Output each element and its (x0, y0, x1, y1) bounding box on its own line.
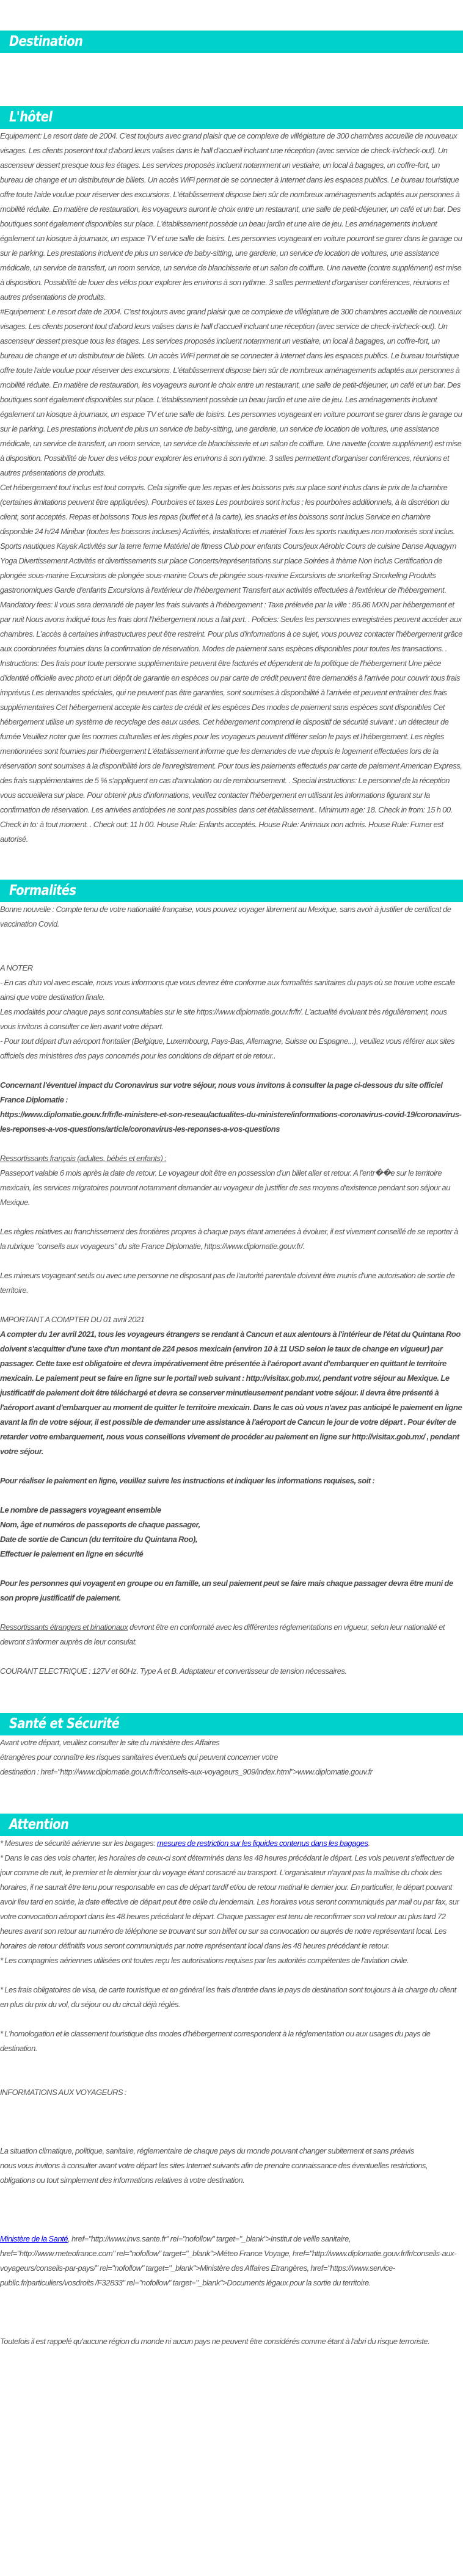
spacer (0, 1137, 462, 1151)
a-noter-title: A NOTER (0, 963, 33, 972)
section-title-formalites: Formalités (9, 883, 76, 899)
spacer (0, 1649, 462, 1664)
compagnies-text: * Les compagnies aériennes utilisées ont toutes reçu les autorisations requises par les autorités compétentes de l'aviation civile. (0, 1956, 409, 1965)
hotel-paragraph: #Equipement: Le resort date de 2004. C'est toujours avec grand plaisir que ce complexe de villégiature de 300 chambres accueille de nouveaux visages. Les clients poseront tout d'abord leurs valises dans le hall d'accueil incluant une réception (avec service de check-in/check-out). Un ascenseur dessert presque tous les étages. Les services proposés incluent notamment un vestiaire, un local à bagages, un coffre-fort, un bureau de change et un distributeur de billets. Un accès WiFi permet de se connecter à Internet dans les espaces publics. Le bureau touristique offre toute l'aide voulue pour réserver des excursions. L'établissement dispose bien sûr de nombreux aménagements adaptés aux personnes à mobilité réduite. En matière de restauration, les voyageurs auront le choix entre un restaurant, une salle de petit-déjeuner, un café et un bar. Des boutiques sont également disponibles sur place. L'établissement possède un beau jardin et une aire de jeu. Les aménagements incluent également un kiosque à journaux, un espace TV et une salle de loisirs. Les personnes voyageant en voiture pourront se garer dans le garage ou sur le parking. Les prestations incluent de plus un service de baby-sitting, une garderie, un service de location de voitures, une assistance médicale, un service de transfert, un room service, un service de blanchisserie et un salon de coiffure. Une navette (contre supplément) est mise à disposition. Possibilité de louer des vélos pour explorer les environs à son rythme. 3 salles permettent d'organiser conférences, réunions et autres présentations de produits. (0, 307, 462, 477)
infos-voyageurs-title: INFORMATIONS AUX VOYAGEURS : (0, 2088, 126, 2097)
a-noter-frontalier: - Pour tout départ d'un aéroport frontalier (Belgique, Luxembourg, Pays-Bas, Allemagne, Suisse ou Espagne...), veuillez vous référer aux sites officiels des ministères des pays concernés pour les conditions de départ et de retour.. (0, 1037, 455, 1060)
section-title-destination: Destination (9, 34, 83, 49)
important-title: IMPORTANT A COMPTER DU 01 avril 2021 (0, 1315, 145, 1324)
etrangers-paragraph (0, 1620, 462, 1649)
section-title-attention: Attention (9, 1817, 69, 1833)
ministere-sante-link[interactable]: Ministère de la Santé (0, 2234, 68, 2243)
a-noter-modalites: Les modalités pour chaque pays sont consultables sur le site https://www.diplomatie.gouv.fr/fr/. L'actualité évoluant très régulièrement, nous vous invitons à consulter ce lien avant votre départ. (0, 1007, 447, 1031)
spacer (0, 2290, 462, 2334)
spacer (0, 1779, 463, 1814)
section-title-sante: Santé et Sécurité (9, 1716, 120, 1732)
spacer (0, 1063, 462, 1078)
section-header-destination (0, 31, 463, 53)
section-header-formalites (0, 880, 463, 902)
paiement-item: Nom, âge et numéros de passeports de chaque passager, (0, 1520, 200, 1529)
section-header-attention (0, 1814, 463, 1836)
spacer (0, 932, 462, 961)
spacer (0, 1210, 462, 1225)
hotel-content (0, 129, 463, 847)
hotel-paragraph: Equipement: Le resort date de 2004. C'est toujours avec grand plaisir que ce complexe de villégiature de 300 chambres accueille de nouveaux visages. Les clients poseront tout d'abord leurs valises dans le hall d'accueil incluant une réception (avec service de check-in/check-out). Un ascenseur dessert presque tous les étages. Les services proposés incluent notamment un vestiaire, un local à bagages, un coffre-fort, un bureau de change et un distributeur de billets. Un accès WiFi permet de se connecter à Internet dans les espaces publics. Le bureau touristique offre toute l'aide voulue pour réserver des excursions. L'établissement dispose bien sûr de nombreux aménagements adaptés aux personnes à mobilité réduite. En matière de restauration, les voyageurs auront le choix entre un restaurant, une salle de petit-déjeuner, un café et un bar. Des boutiques sont également disponibles sur place. L'établissement possède un beau jardin et une aire de jeu. Les aménagements incluent également un kiosque à journaux, un espace TV et une salle de loisirs. Les personnes voyageant en voiture pourront se garer dans le garage ou sur le parking. Les prestations incluent de plus un service de baby-sitting, une garderie, un service de location de voitures, une assistance médicale, un service de transfert, un room service, un service de blanchisserie et un salon de coiffure. Une navette (contre supplément) est mise à disposition. Possibilité de louer des vélos pour explorer les environs à son rythme. 3 salles permettent d'organiser conférences, réunions et autres présentations de produits. (0, 131, 462, 302)
spacer (0, 1254, 462, 1268)
section-header-hotel (0, 106, 463, 129)
sante-line: destination : href="http://www.diplomatie.gouv.fr/fr/conseils-aux-voyageurs_909/index.html">www.diplomatie.gouv.fr (0, 1767, 373, 1776)
groupe-text: Pour les personnes qui voyagent en groupe ou en famille, un seul paiement peut se faire mais chaque passager devra être muni de son propre justificatif de paiement. (0, 1579, 453, 1602)
sante-line: étrangères pour connaître les risques sanitaires éventuels qui peuvent concerner votre (0, 1753, 278, 1762)
spacer (0, 847, 463, 880)
situation-line: La situation climatique, politique, sanitaire, réglementaire de chaque pays du monde pouvant changer subitement et sans préavis (0, 2146, 414, 2155)
situation-line: nous vous invitons à consulter avant votre départ les sites Internet suivants afin de prendre connaissance des éventuelles restrictions, obligations ou tout simplement des informations relatives à votre destination. (0, 2161, 428, 2185)
spacer (0, 1488, 462, 1503)
paiement-item: Effectuer le paiement en ligne en sécurité (0, 1549, 144, 1558)
homologation-text: * L'homologation et le classement touristique des modes d'hébergement correspondent à la réglementation ou aux usages du pays de destination. (0, 2029, 431, 2053)
terrorisme-text: Toutefois il est rappelé qu'aucune région du monde ni aucun pays ne peuvent être considérés comme étant à l'abri du risque terroriste. (0, 2337, 430, 2346)
spacer (0, 1561, 462, 1576)
courant-electrique-text: COURANT ELECTRIQUE : 127V et 60Hz. Type A et B. Adaptateur et convertisseur de tension nécessaires. (0, 1666, 347, 1676)
spacer (0, 2188, 462, 2232)
sante-content (0, 1735, 463, 1779)
charter-text: * Dans le cas des vols charter, les horaires de ceux-ci sont déterminés dans les 48 heures précédant le départ. Les vols peuvent s'effectuer de jour comme de nuit, le premier et le dernier jour du voyage étant consacré au transport. L'organisateur n'ayant pas la maîtrise du choix des horaires, il ne saurait être tenu pour responsable en cas de départ tardif et/ou de retour matinal le dernier jour. En particulier, le départ pouvant avoir lieu tard en soirée, la date effective de départ peut être celle du lendemain. Les horaires vous seront communiqués par mail ou par fax, sur votre convocation aéroport dans les 48 heures précédant le départ. Chaque passager est tenu de reconfirmer son vol retour au plus tard 72 heures avant son retour au numéro de téléphone se trouvant sur son billet ou sur sa convocation ou auprés de notre représentant local. Les horaires de retour définitifs vous seront communiqués par notre représentant local dans les 48 heures précédant le retour. (0, 1853, 459, 1950)
mineurs-text: Les mineurs voyageant seuls ou avec une personne ne disposant pas de l'autorité parentale doivent être munis d'une autorisation de sortie de territoire. (0, 1271, 455, 1295)
important-text: A compter du 1er avril 2021, tous les voyageurs étrangers se rendant à Cancun et aux alentours à l'intérieur de l'état du Quintana Roo doivent s'acquitter d'une taxe d'un montant de 224 pesos mexicain (environ 10 à 11 USD selon le taux de change en vigueur) par passager. Cette taxe est obligatoire et devra impérativement être présentée à l'aéroport avant d'embarquer en quittant le territoire mexicain. Le paiement peut se faire en ligne sur le portail web suivant : http://visitax.gob.mx/, pendant votre séjour au Mexique. Le justificatif de paiement doit être téléchargé et devra se conserver minutieusement pendant votre séjour. Il devra être présenté à l'aéroport avant d'embarquer au moment de quitter le territoire mexicain. Dans le cas où vous n'avez pas anticipé le paiement en ligne avant la fin de votre séjour, il est possible de demander une assistance à l'aéroport de Cancun le jour de votre départ . Pour éviter de retarder votre embarquement, nous vous conseillons vivement de procéder au paiement en ligne sur http://visitax.gob.mx/ , pendant votre séjour. (0, 1330, 462, 1456)
hotel-paragraph: Cet hébergement tout inclus est tout compris. Cela signifie que les repas et les boissons pris sur place sont inclus dans le prix de la chambre (certaines limitations peuvent être appliquées). Pourboires et taxes Les pourboires sont inclus ; les pourboires additionnels, à la discrétion du client, sont acceptés. Repas et boissons Tous les repas (buffet et à la carte), les snacks et les boissons sont inclus Service en chambre disponible 24 h/24 Minibar (toutes les boissons incluses) Activités, installations et matériel Tous les sports nautiques non motorisés sont inclus. Sports nautiques Kayak Activités sur la terre ferme Matériel de fitness Club pour enfants Cours/jeux Aérobic Cours de cuisine Danse Aquagym Yoga Divertissement Activités et divertissements sur place Concerts/représentations sur place Soirées à thème Non inclus Certification de plongée sous-marine Excursions de plongée sous-marine Cours de plongée sous-marine Excursions de snorkeling Snorkeling Produits gastronomiques Garde d'enfants Excursions à l'extérieur de l'hébergement Transfert aux activités effectuées à l'extérieur de l'hébergement. Mandatory fees: Il vous sera demandé de payer les frais suivants à l'hébergement : Taxe prélevée par la ville : 86.86 MXN par hébergement et par nuit Nous avons indiqué tous les frais dont l'hébergement nous a fait part. . Policies: Seules les personnes enregistrées peuvent accéder aux chambres. L'accès à certaines infrastructures peut être restreint. Pour plus d'informations à ce sujet, vous pouvez contacter l'hébergement grâce aux coordonnées fournies dans la confirmation de réservation. Modes de paiement sans espèces disponibles pour toutes les transactions. . Instructions: Des frais pour toute personne supplémentaire peuvent être facturés et dépendent de la politique de l'hébergement Une pièce d'identité officielle avec photo et un dépôt de garantie en espèces ou par carte de crédit peuvent être demandés à l'arrivée pour couvrir tous frais imprévus Les demandes spéciales, qui ne peuvent pas être garanties, sont soumises à disponibilité à l'arrivée et peuvent entraîner des frais supplémentaires Cet hébergement accepte les cartes de crédit et les espèces Des modes de paiement sans espèces sont disponibles Cet hébergement utilise un système de recyclage des eaux usées. Cet hébergement comprend le dispositif de sécurité suivant : un détecteur de fumée Veuillez noter que les normes culturelles et les règles pour les voyageurs peuvent différer selon le pays et l'hébergement. Les règles mentionnées sont fournies par l'hébergement L'établissement informe que les demandes de vue depuis le logement effectuées lors de la réservation sont soumises à la disponibilité lors de l'enregistrement. Pour tous les paiements effectués par carte de paiement American Express, des frais supplémentaires de 5 % s'appliquent en cas d'annulation ou de remboursement. . Special instructions: Le personnel de la réception vous accueillera sur place. Pour obtenir plus d'informations, veuillez contacter l'hébergement en utilisant les informations figurant sur la confirmation de réservation. Les arrivées anticipées ne sont pas possibles dans cet établissement.. Minimum age: 18. Check in from: 15 h 00. Check in to: à tout moment. . Check out: 11 h 00. House Rule: Enfants acceptés. House Rule: Animaux non admis. House Rule: Fumer est autorisé. (0, 483, 462, 844)
a-noter-escale: - En cas d'un vol avec escale, nous vous informons que vous devrez être conforme aux formalités sanitaires du pays où se trouve votre escale ainsi que votre destination finale. (0, 978, 455, 1002)
frais-text: * Les frais obligatoires de visa, de carte touristique et en général les frais d'entrée dans le pays de destination sont toujours à la charge du client en plus du prix du vol, du séjour ou du circuit déjà réglés. (0, 1985, 456, 2009)
paiement-item: Le nombre de passagers voyageant ensemble (0, 1505, 161, 1514)
useful-links-paragraph (0, 2232, 462, 2290)
section-header-sante (0, 1713, 463, 1735)
useful-links-text: , href="http://www.invs.sante.fr" rel="nofollow" target="_blank">Institut de veille sanitaire, href="http://www.meteofrance.com" rel="nofollow" target="_blank">Méteo France Voyage, href="http://www.diplomatie.gouv.fr/fr/conseils-aux-voyageurs/conseils-par-pays/" rel="nofollow" target="_blank">Ministère des Affaires Etrangères, href="https://www.service-public.fr/particuliers/vosdroits /F32833" rel="nofollow" target="_blank">Documents légaux pour la sortie du territoire. (0, 2234, 457, 2287)
regles-frontieres-text: Les règles relatives au franchissement des frontières propres à chaque pays étant amenées à évoluer, il est vivement conseillé de se reporter à la rubrique "conseils aux voyageurs" du site France Diplomatie, https://www.diplomatie.gouv.fr/. (0, 1227, 458, 1251)
bagages-prefix: * Mesures de sécurité aérienne sur les bagages: (0, 1839, 157, 1848)
etrangers-binationaux-link: Ressortissants étrangers et binationaux (0, 1623, 128, 1632)
bagages-suffix: . (368, 1839, 370, 1848)
spacer (0, 1679, 463, 1713)
ressortissants-francais-title: Ressortissants français (adultes, bébés et enfants) : (0, 1154, 167, 1163)
bagages-paragraph (0, 1836, 462, 1851)
destination-spacer (0, 53, 463, 106)
liquides-restriction-link[interactable]: mesures de restriction sur les liquides contenus dans les bagages (156, 1839, 368, 1848)
spacer (0, 2100, 462, 2144)
spacer (0, 2056, 462, 2085)
coronavirus-notice: Concernant l'éventuel impact du Coronavirus sur votre séjour, nous vous invitons à consulter la page ci-dessous du site officiel France Diplomatie : (0, 1080, 443, 1104)
spacer (0, 1968, 462, 1983)
formalites-intro: Bonne nouvelle : Compte tenu de votre nationalité française, vous pouvez voyager librement au Mexique, sans avoir à justifier de certificat de vaccination Covid. (0, 905, 451, 928)
ressortissants-francais-text: Passeport valable 6 mois après la date de retour. Le voyageur doit être en possession d'un billet aller et retour. A l'entr��e sur le territoire mexicain, les services migratoires pourront notamment demander au voyageur de justifier de ses moyens d'existence pendant son séjour au Mexique. (0, 1168, 450, 1207)
sante-line: Avant votre départ, veuillez consulter le site du ministère des Affaires (0, 1738, 220, 1747)
coronavirus-url: https://www.diplomatie.gouv.fr/fr/le-ministere-et-son-reseau/actualites-du-ministere/informations-coronavirus-covid-19/coronavirus-les-reponses-a-vos-questions/article/coronavirus-les-reponses-a-vos-questions (0, 1110, 462, 1134)
formalites-content (0, 902, 463, 1679)
paiement-intro: Pour réaliser le paiement en ligne, veuillez suivre les instructions et indiquer les informations requises, soit : (0, 1476, 375, 1485)
section-title-hotel: L'hôtel (9, 109, 53, 125)
paiement-item: Date de sortie de Cancun (du territoire du Quintana Roo), (0, 1535, 198, 1544)
attention-content (0, 1836, 463, 2349)
spacer (0, 1459, 462, 1474)
spacer (0, 1298, 462, 1312)
etrangers-text: devront être en conformité avec les différentes réglementations en vigueur, selon leur nationalité et devront s'informer auprès de leur consulat. (0, 1623, 445, 1646)
spacer (0, 2012, 462, 2027)
spacer (0, 1605, 462, 1620)
